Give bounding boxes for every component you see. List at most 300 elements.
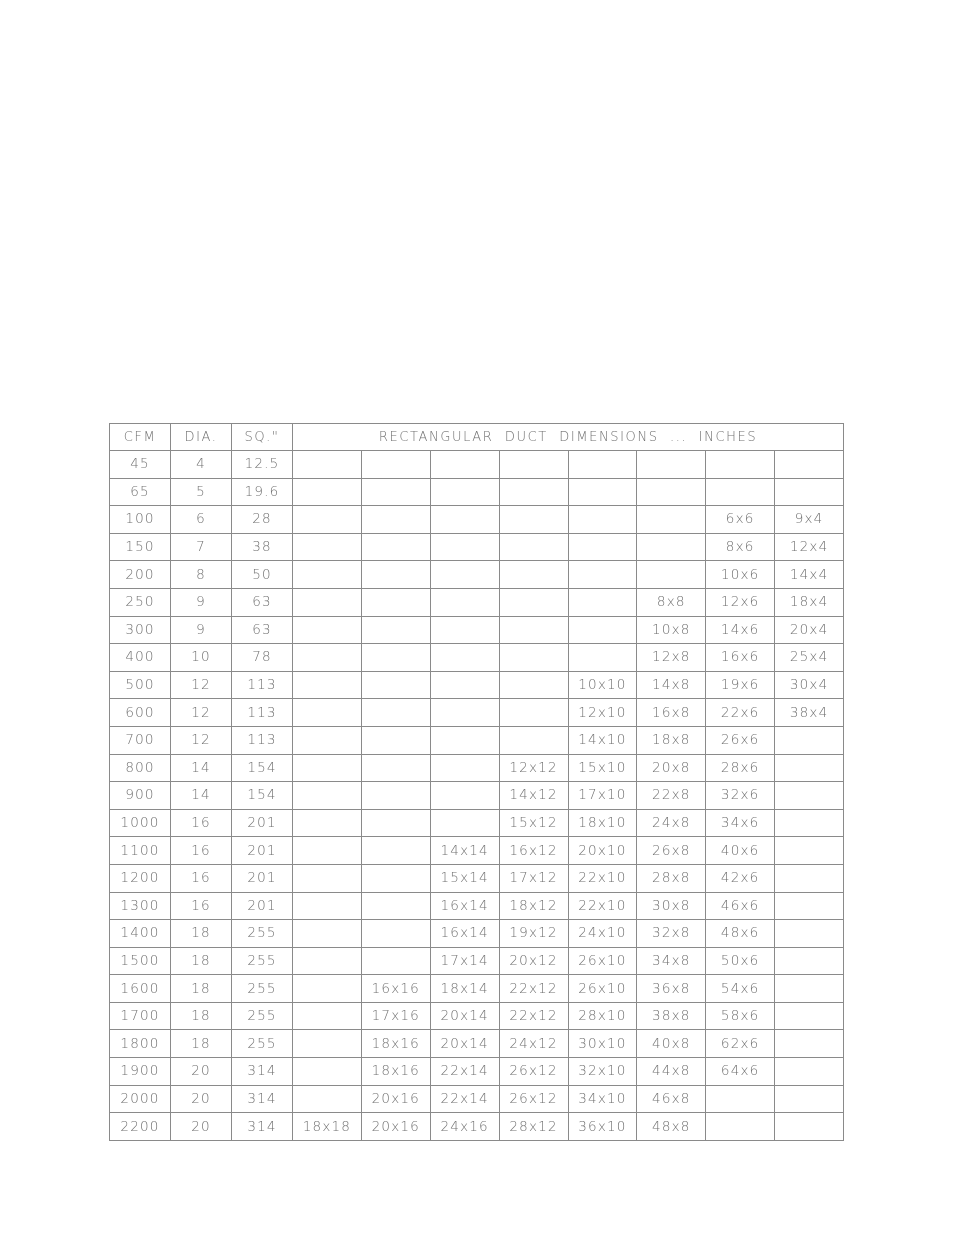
dimension-cell [775, 1002, 844, 1030]
dimension-cell: 28x8 [637, 864, 706, 892]
dimension-cell: 17x16 [361, 1002, 430, 1030]
dimension-cell: 14x8 [637, 671, 706, 699]
dimension-cell [775, 754, 844, 782]
dimension-cell: 14x14 [430, 837, 499, 865]
table-row [110, 1002, 844, 1030]
dimension-cell [361, 837, 430, 865]
dimension-cell [361, 920, 430, 948]
dimension-cell: 40x6 [706, 837, 775, 865]
sq-cell: 201 [232, 809, 293, 837]
dimension-cell: 18x12 [499, 892, 568, 920]
dimension-cell: 20x14 [430, 1002, 499, 1030]
dia-cell: 9 [171, 616, 232, 644]
dimension-cell [568, 533, 637, 561]
dimension-cell: 17x14 [430, 947, 499, 975]
dimension-cell [293, 506, 362, 534]
dimension-cell: 8x6 [706, 533, 775, 561]
table-row [110, 1085, 844, 1113]
dimension-cell: 22x10 [568, 864, 637, 892]
dimension-cell [361, 947, 430, 975]
dimension-cell: 22x10 [568, 892, 637, 920]
dimension-cell: 12x10 [568, 699, 637, 727]
dimension-cell [293, 726, 362, 754]
table-row [110, 975, 844, 1003]
sq-cell: 78 [232, 644, 293, 672]
dimension-cell: 26x10 [568, 975, 637, 1003]
sq-cell: 12.5 [232, 451, 293, 479]
dimension-cell: 18x16 [361, 1030, 430, 1058]
dimension-cell [293, 561, 362, 589]
dimension-cell [430, 533, 499, 561]
dia-cell: 7 [171, 533, 232, 561]
dimension-cell [568, 478, 637, 506]
dimension-cell: 20x16 [361, 1113, 430, 1141]
dimension-cell [361, 699, 430, 727]
table-row [110, 616, 844, 644]
dimension-cell: 18x16 [361, 1058, 430, 1086]
dia-cell: 6 [171, 506, 232, 534]
sq-cell: 113 [232, 671, 293, 699]
sq-cell: 154 [232, 754, 293, 782]
dimension-cell: 28x10 [568, 1002, 637, 1030]
dimension-cell [361, 533, 430, 561]
cfm-cell: 1500 [110, 947, 171, 975]
dimension-cell: 12x4 [775, 533, 844, 561]
dimension-cell: 12x6 [706, 588, 775, 616]
dimension-cell [775, 947, 844, 975]
header-rectangular-dimensions: RECTANGULAR DUCT DIMENSIONS ... INCHES [293, 424, 844, 451]
table-row [110, 588, 844, 616]
dimension-cell [637, 561, 706, 589]
dimension-cell: 34x8 [637, 947, 706, 975]
dimension-cell: 14x4 [775, 561, 844, 589]
dimension-cell: 9x4 [775, 506, 844, 534]
dimension-cell [430, 809, 499, 837]
table-row [110, 451, 844, 479]
dia-cell: 14 [171, 754, 232, 782]
table-row [110, 809, 844, 837]
dimension-cell: 26x8 [637, 837, 706, 865]
dimension-cell: 48x6 [706, 920, 775, 948]
dimension-cell: 26x12 [499, 1058, 568, 1086]
dimension-cell [775, 892, 844, 920]
sq-cell: 50 [232, 561, 293, 589]
dimension-cell: 10x6 [706, 561, 775, 589]
dimension-cell: 12x12 [499, 754, 568, 782]
table-row [110, 837, 844, 865]
sq-cell: 63 [232, 616, 293, 644]
dimension-cell [361, 644, 430, 672]
dimension-cell: 10x8 [637, 616, 706, 644]
dimension-cell [293, 1002, 362, 1030]
dimension-cell [361, 506, 430, 534]
dimension-cell: 6x6 [706, 506, 775, 534]
sq-cell: 154 [232, 782, 293, 810]
sq-cell: 255 [232, 947, 293, 975]
dimension-cell: 22x12 [499, 1002, 568, 1030]
dimension-cell [775, 975, 844, 1003]
dimension-cell [568, 561, 637, 589]
dia-cell: 16 [171, 837, 232, 865]
dimension-cell: 20x14 [430, 1030, 499, 1058]
dimension-cell: 24x10 [568, 920, 637, 948]
dimension-cell [499, 478, 568, 506]
dimension-cell: 20x8 [637, 754, 706, 782]
dimension-cell [430, 726, 499, 754]
header-sq: SQ." [232, 424, 293, 451]
dimension-cell: 19x6 [706, 671, 775, 699]
dimension-cell [293, 864, 362, 892]
dimension-cell: 25x4 [775, 644, 844, 672]
dimension-cell: 16x6 [706, 644, 775, 672]
cfm-cell: 1700 [110, 1002, 171, 1030]
dimension-cell: 12x8 [637, 644, 706, 672]
dimension-cell [568, 644, 637, 672]
sq-cell: 314 [232, 1058, 293, 1086]
header-dia: DIA. [171, 424, 232, 451]
duct-sizing-table [109, 423, 844, 1141]
dimension-cell [568, 506, 637, 534]
sq-cell: 201 [232, 892, 293, 920]
table-row [110, 644, 844, 672]
cfm-cell: 1200 [110, 864, 171, 892]
dia-cell: 16 [171, 892, 232, 920]
dimension-cell [430, 754, 499, 782]
dimension-cell [706, 451, 775, 479]
table-row [110, 892, 844, 920]
sq-cell: 255 [232, 1002, 293, 1030]
dimension-cell [293, 533, 362, 561]
cfm-cell: 2000 [110, 1085, 171, 1113]
dimension-cell: 24x16 [430, 1113, 499, 1141]
dimension-cell: 30x8 [637, 892, 706, 920]
table-row [110, 920, 844, 948]
cfm-cell: 100 [110, 506, 171, 534]
dia-cell: 4 [171, 451, 232, 479]
cfm-cell: 1900 [110, 1058, 171, 1086]
dimension-cell [775, 1085, 844, 1113]
dia-cell: 14 [171, 782, 232, 810]
dimension-cell [499, 506, 568, 534]
table-row [110, 699, 844, 727]
dia-cell: 18 [171, 975, 232, 1003]
dimension-cell: 20x10 [568, 837, 637, 865]
dia-cell: 8 [171, 561, 232, 589]
dimension-cell [568, 588, 637, 616]
dimension-cell [499, 533, 568, 561]
dimension-cell: 16x8 [637, 699, 706, 727]
cfm-cell: 1400 [110, 920, 171, 948]
dimension-cell [430, 699, 499, 727]
dimension-cell [293, 892, 362, 920]
dimension-cell [775, 1058, 844, 1086]
dimension-cell: 34x10 [568, 1085, 637, 1113]
dimension-cell [361, 671, 430, 699]
dimension-cell [293, 699, 362, 727]
table-row [110, 782, 844, 810]
dimension-cell: 50x6 [706, 947, 775, 975]
dimension-cell [775, 837, 844, 865]
dimension-cell: 22x12 [499, 975, 568, 1003]
dia-cell: 18 [171, 920, 232, 948]
cfm-cell: 150 [110, 533, 171, 561]
dimension-cell [637, 533, 706, 561]
dimension-cell [499, 644, 568, 672]
table-row [110, 533, 844, 561]
cfm-cell: 1300 [110, 892, 171, 920]
dimension-cell: 18x18 [293, 1113, 362, 1141]
cfm-cell: 2200 [110, 1113, 171, 1141]
dimension-cell [499, 671, 568, 699]
cfm-cell: 400 [110, 644, 171, 672]
dimension-cell: 16x12 [499, 837, 568, 865]
header-row [110, 424, 844, 451]
cfm-cell: 300 [110, 616, 171, 644]
dimension-cell [361, 616, 430, 644]
table-row [110, 506, 844, 534]
dia-cell: 12 [171, 726, 232, 754]
cfm-cell: 1800 [110, 1030, 171, 1058]
dimension-cell [361, 892, 430, 920]
dimension-cell [430, 616, 499, 644]
dimension-cell [293, 1058, 362, 1086]
dimension-cell [293, 947, 362, 975]
cfm-cell: 900 [110, 782, 171, 810]
dimension-cell: 15x12 [499, 809, 568, 837]
dimension-cell: 62x6 [706, 1030, 775, 1058]
dimension-cell [361, 726, 430, 754]
sq-cell: 19.6 [232, 478, 293, 506]
dimension-cell [775, 478, 844, 506]
cfm-cell: 1000 [110, 809, 171, 837]
table-row [110, 726, 844, 754]
dimension-cell: 32x6 [706, 782, 775, 810]
dimension-cell: 32x8 [637, 920, 706, 948]
dia-cell: 5 [171, 478, 232, 506]
dimension-cell [775, 1030, 844, 1058]
dimension-cell: 18x10 [568, 809, 637, 837]
table-row [110, 671, 844, 699]
sq-cell: 38 [232, 533, 293, 561]
dimension-cell [430, 671, 499, 699]
dimension-cell [293, 1085, 362, 1113]
dia-cell: 12 [171, 699, 232, 727]
dimension-cell [706, 478, 775, 506]
sq-cell: 201 [232, 864, 293, 892]
dimension-cell: 42x6 [706, 864, 775, 892]
dimension-cell [293, 1030, 362, 1058]
sq-cell: 113 [232, 726, 293, 754]
dimension-cell [706, 1085, 775, 1113]
dimension-cell: 10x10 [568, 671, 637, 699]
dimension-cell [361, 561, 430, 589]
duct-table-body [110, 424, 844, 1141]
dimension-cell [775, 920, 844, 948]
dimension-cell [568, 451, 637, 479]
dimension-cell [499, 726, 568, 754]
dimension-cell: 40x8 [637, 1030, 706, 1058]
dimension-cell: 16x16 [361, 975, 430, 1003]
dimension-cell: 8x8 [637, 588, 706, 616]
dimension-cell: 30x10 [568, 1030, 637, 1058]
dimension-cell [430, 782, 499, 810]
dimension-cell [361, 754, 430, 782]
dimension-cell: 38x4 [775, 699, 844, 727]
dimension-cell: 30x4 [775, 671, 844, 699]
dimension-cell [775, 809, 844, 837]
cfm-cell: 600 [110, 699, 171, 727]
dimension-cell: 20x12 [499, 947, 568, 975]
dimension-cell [293, 616, 362, 644]
dimension-cell: 22x14 [430, 1058, 499, 1086]
dimension-cell [637, 478, 706, 506]
table-row [110, 754, 844, 782]
dimension-cell [293, 671, 362, 699]
dimension-cell [499, 616, 568, 644]
dimension-cell: 18x4 [775, 588, 844, 616]
dimension-cell: 58x6 [706, 1002, 775, 1030]
dimension-cell [775, 864, 844, 892]
dimension-cell [637, 451, 706, 479]
dia-cell: 20 [171, 1113, 232, 1141]
dimension-cell: 36x8 [637, 975, 706, 1003]
cfm-cell: 65 [110, 478, 171, 506]
dimension-cell: 18x8 [637, 726, 706, 754]
table-row [110, 1058, 844, 1086]
dimension-cell: 16x14 [430, 892, 499, 920]
dimension-cell [775, 1113, 844, 1141]
dimension-cell [361, 588, 430, 616]
dimension-cell: 14x12 [499, 782, 568, 810]
sq-cell: 113 [232, 699, 293, 727]
dimension-cell [361, 782, 430, 810]
dimension-cell: 14x10 [568, 726, 637, 754]
dia-cell: 20 [171, 1085, 232, 1113]
dimension-cell: 24x12 [499, 1030, 568, 1058]
dimension-cell: 28x6 [706, 754, 775, 782]
table-row [110, 864, 844, 892]
dimension-cell [430, 588, 499, 616]
dimension-cell [293, 588, 362, 616]
dimension-cell [775, 451, 844, 479]
dia-cell: 16 [171, 809, 232, 837]
dimension-cell [499, 451, 568, 479]
dimension-cell: 17x12 [499, 864, 568, 892]
dimension-cell: 19x12 [499, 920, 568, 948]
dia-cell: 12 [171, 671, 232, 699]
dimension-cell: 20x16 [361, 1085, 430, 1113]
table-row [110, 1030, 844, 1058]
sq-cell: 314 [232, 1113, 293, 1141]
sq-cell: 201 [232, 837, 293, 865]
dia-cell: 20 [171, 1058, 232, 1086]
sq-cell: 63 [232, 588, 293, 616]
dia-cell: 16 [171, 864, 232, 892]
dimension-cell: 26x6 [706, 726, 775, 754]
dimension-cell: 44x8 [637, 1058, 706, 1086]
cfm-cell: 1100 [110, 837, 171, 865]
dimension-cell [430, 561, 499, 589]
cfm-cell: 200 [110, 561, 171, 589]
dimension-cell: 34x6 [706, 809, 775, 837]
sq-cell: 255 [232, 920, 293, 948]
cfm-cell: 250 [110, 588, 171, 616]
sq-cell: 28 [232, 506, 293, 534]
dimension-cell: 32x10 [568, 1058, 637, 1086]
dimension-cell: 48x8 [637, 1113, 706, 1141]
dimension-cell: 22x14 [430, 1085, 499, 1113]
dimension-cell [361, 478, 430, 506]
dimension-cell [293, 975, 362, 1003]
dimension-cell [568, 616, 637, 644]
dimension-cell [293, 809, 362, 837]
dimension-cell: 18x14 [430, 975, 499, 1003]
dimension-cell: 15x14 [430, 864, 499, 892]
dimension-cell [430, 506, 499, 534]
sq-cell: 255 [232, 975, 293, 1003]
dimension-cell [361, 451, 430, 479]
dimension-cell [293, 451, 362, 479]
dimension-cell [293, 837, 362, 865]
sq-cell: 255 [232, 1030, 293, 1058]
dimension-cell [293, 782, 362, 810]
cfm-cell: 700 [110, 726, 171, 754]
dimension-cell [430, 451, 499, 479]
cfm-cell: 45 [110, 451, 171, 479]
dimension-cell [361, 809, 430, 837]
cfm-cell: 800 [110, 754, 171, 782]
header-cfm: CFM [110, 424, 171, 451]
dimension-cell: 15x10 [568, 754, 637, 782]
dimension-cell [775, 782, 844, 810]
dimension-cell: 20x4 [775, 616, 844, 644]
dimension-cell: 46x8 [637, 1085, 706, 1113]
table-row [110, 561, 844, 589]
dimension-cell [499, 699, 568, 727]
dimension-cell: 36x10 [568, 1113, 637, 1141]
dimension-cell: 28x12 [499, 1113, 568, 1141]
dimension-cell: 22x8 [637, 782, 706, 810]
cfm-cell: 500 [110, 671, 171, 699]
dimension-cell: 64x6 [706, 1058, 775, 1086]
dimension-cell: 26x12 [499, 1085, 568, 1113]
dimension-cell: 26x10 [568, 947, 637, 975]
dia-cell: 18 [171, 1030, 232, 1058]
dimension-cell [775, 726, 844, 754]
dimension-cell: 17x10 [568, 782, 637, 810]
table-row [110, 1113, 844, 1141]
dimension-cell [361, 864, 430, 892]
dimension-cell: 24x8 [637, 809, 706, 837]
table-row [110, 947, 844, 975]
dimension-cell: 38x8 [637, 1002, 706, 1030]
dimension-cell [430, 644, 499, 672]
dimension-cell: 54x6 [706, 975, 775, 1003]
dimension-cell: 14x6 [706, 616, 775, 644]
dimension-cell [293, 644, 362, 672]
dimension-cell [430, 478, 499, 506]
dimension-cell [499, 561, 568, 589]
dimension-cell: 22x6 [706, 699, 775, 727]
dia-cell: 10 [171, 644, 232, 672]
dimension-cell: 16x14 [430, 920, 499, 948]
dimension-cell [637, 506, 706, 534]
dimension-cell [293, 920, 362, 948]
dimension-cell [706, 1113, 775, 1141]
dia-cell: 18 [171, 947, 232, 975]
dimension-cell [293, 754, 362, 782]
table-row [110, 478, 844, 506]
